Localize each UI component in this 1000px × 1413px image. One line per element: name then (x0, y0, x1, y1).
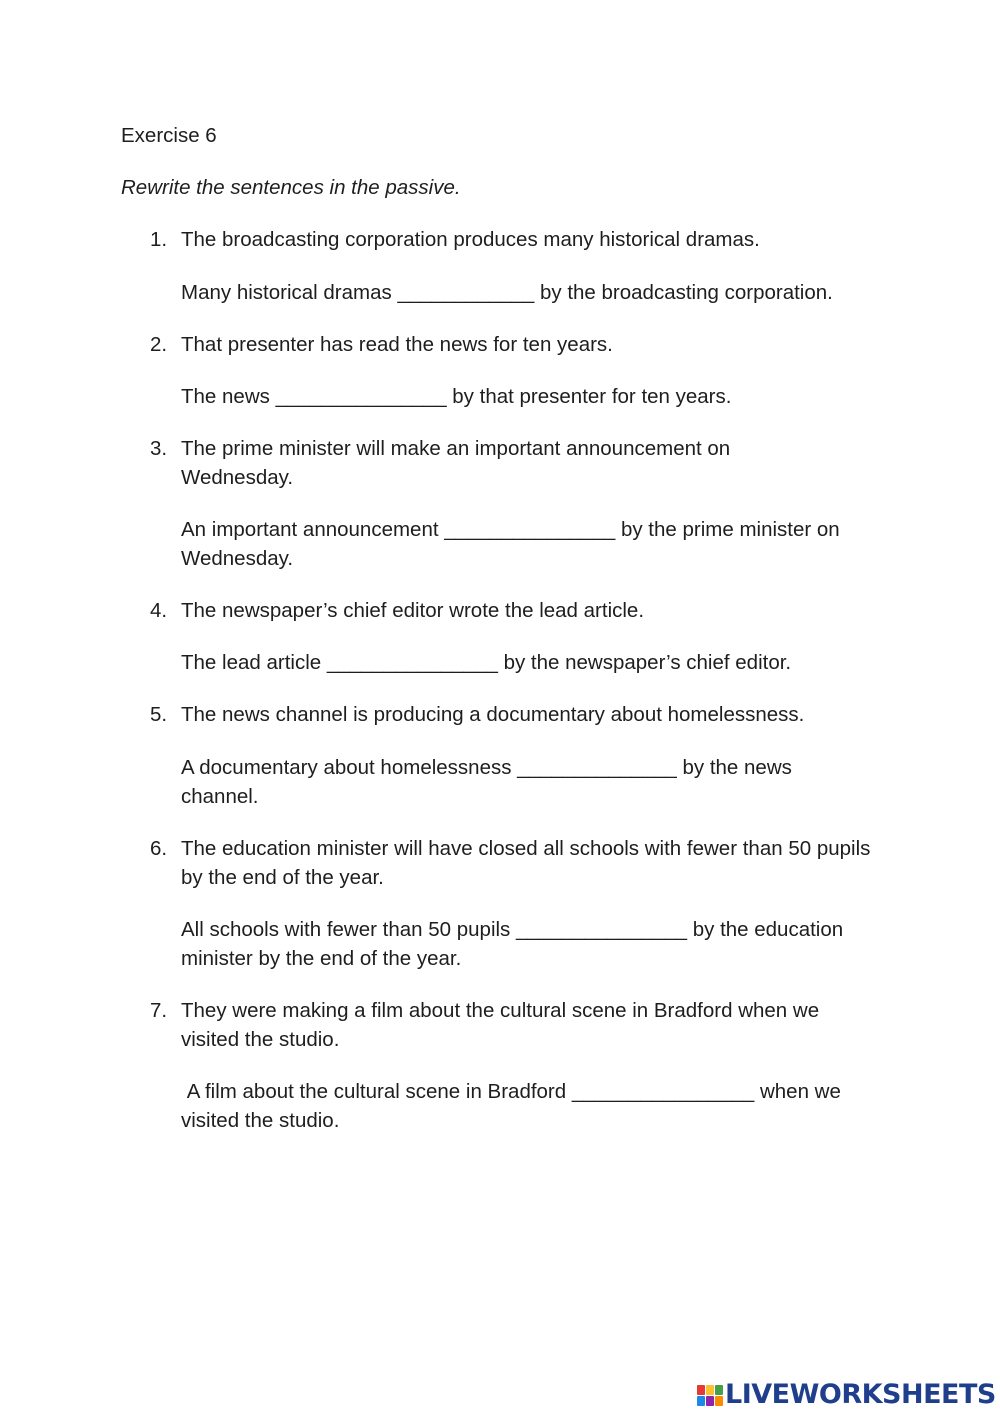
liveworksheets-logo (697, 1377, 996, 1413)
item-number: 2. (150, 333, 168, 356)
item-passive-prompt[interactable]: All schools with fewer than 50 pupils _______________ by the education minister by the end of the year. (181, 918, 844, 970)
item-sentence: They were making a film about the cultural scene in Bradford when we visited the studio. (181, 999, 820, 1051)
item-number: 6. (150, 837, 168, 860)
item-sentence: The prime minister will make an important announcement on Wednesday. (181, 437, 731, 489)
item-number: 4. (150, 599, 168, 622)
item-number: 1. (150, 228, 168, 251)
item-sentence: The newspaper’s chief editor wrote the lead article. (181, 599, 645, 622)
item-number: 5. (150, 703, 168, 726)
liveworksheets-logo-text: LIVEWORKSHEETS (725, 1379, 996, 1410)
item-passive-prompt[interactable]: The lead article _______________ by the newspaper’s chief editor. (181, 651, 792, 674)
item-passive-prompt[interactable]: An important announcement _______________ by the prime minister on Wednesday. (181, 518, 840, 570)
item-number: 3. (150, 437, 168, 460)
item-passive-prompt[interactable]: A film about the cultural scene in Bradford ________________ when we visited the studio. (181, 1080, 847, 1132)
exercise-instruction: Rewrite the sentences in the passive. (121, 176, 461, 199)
item-sentence: The education minister will have closed all schools with fewer than 50 pupils by the end of the year. (181, 837, 871, 889)
item-passive-prompt[interactable]: The news _______________ by that presenter for ten years. (181, 385, 732, 408)
exercise-title: Exercise 6 (121, 124, 217, 147)
item-sentence: The broadcasting corporation produces many historical dramas. (181, 228, 760, 251)
item-sentence: The news channel is producing a documentary about homelessness. (181, 703, 805, 726)
item-passive-prompt[interactable]: A documentary about homelessness ______________ by the news channel. (181, 756, 792, 808)
item-number: 7. (150, 999, 168, 1022)
item-passive-prompt[interactable]: Many historical dramas ____________ by the broadcasting corporation. (181, 281, 833, 304)
item-sentence: That presenter has read the news for ten years. (181, 333, 613, 356)
liveworksheets-logo-icon (697, 1385, 723, 1406)
